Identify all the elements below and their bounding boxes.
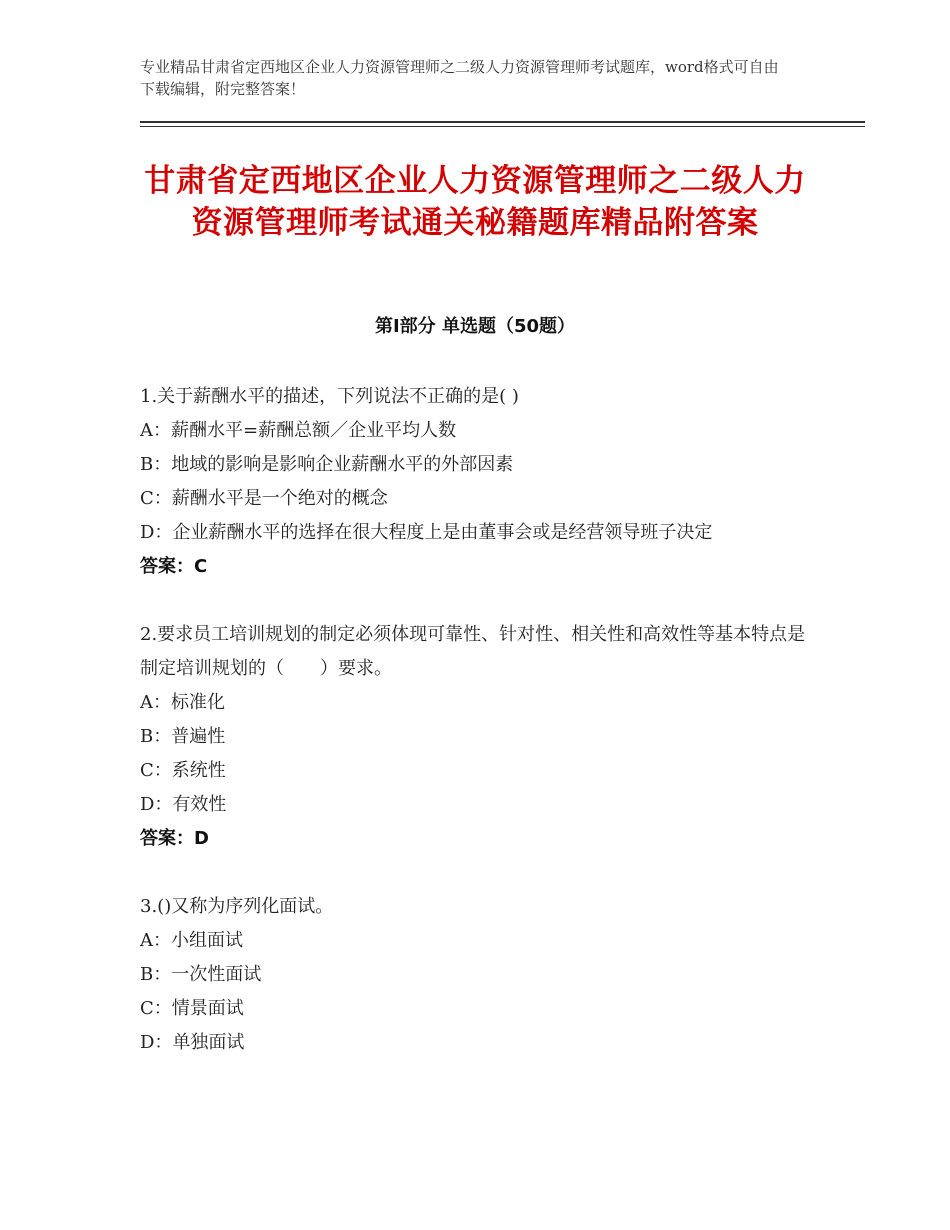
option-d: D：有效性	[140, 794, 227, 815]
document-title: 甘肃省定西地区企业人力资源管理师之二级人力资源管理师考试通关秘籍题库精品附答案	[144, 163, 806, 241]
option-c: C：薪酬水平是一个绝对的概念	[140, 488, 388, 509]
answer: 答案：C	[140, 556, 208, 577]
option-b: B：地域的影响是影响企业薪酬水平的外部因素	[140, 454, 514, 475]
option-d: D：单独面试	[140, 1032, 245, 1053]
option-b: B：普遍性	[140, 726, 226, 747]
option-b: B：一次性面试	[140, 964, 262, 985]
question-2	[140, 618, 810, 856]
section-heading: 第Ⅰ部分 单选题（50题）	[374, 316, 575, 337]
question-stem: 3.()又称为序列化面试。	[140, 896, 334, 917]
option-a: A：薪酬水平=薪酬总额／企业平均人数	[140, 420, 457, 441]
question-1	[140, 380, 810, 584]
header-rule-thin	[140, 126, 865, 127]
question-stem: 2.要求员工培训规划的制定必须体现可靠性、针对性、相关性和高效性等基本特点是制定培训规划的（ ）要求。	[140, 624, 806, 679]
header-rule-thick	[140, 121, 865, 123]
answer: 答案：D	[140, 828, 209, 849]
option-a: A：小组面试	[140, 930, 243, 951]
option-c: C：系统性	[140, 760, 226, 781]
question-3	[140, 890, 810, 1060]
question-list	[140, 380, 810, 1094]
question-stem: 1.关于薪酬水平的描述，下列说法不正确的是( )	[140, 386, 519, 407]
option-c: C：情景面试	[140, 998, 244, 1019]
header-note: 专业精品甘肃省定西地区企业人力资源管理师之二级人力资源管理师考试题库，word格式可自由下载编辑，附完整答案！	[140, 58, 779, 98]
option-d: D：企业薪酬水平的选择在很大程度上是由董事会或是经营领导班子决定	[140, 522, 713, 543]
option-a: A：标准化	[140, 692, 225, 713]
